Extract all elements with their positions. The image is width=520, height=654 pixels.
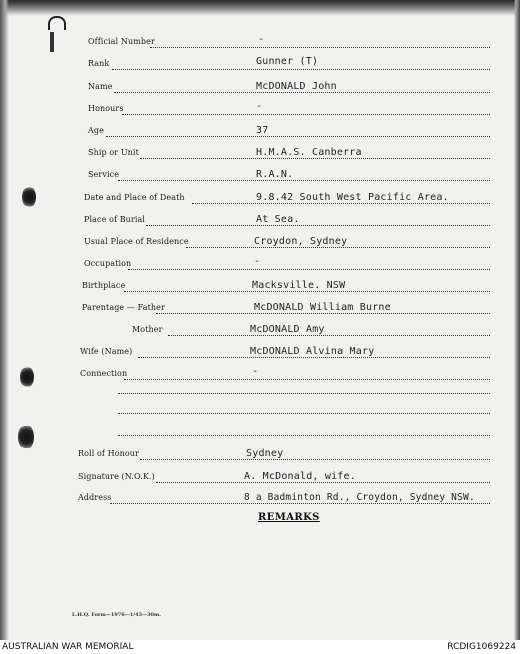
connection-continuation-rule: [118, 413, 490, 414]
field-value: At Sea.: [256, 214, 300, 225]
punch-hole-icon: [20, 366, 34, 388]
connection-continuation-rule: [118, 435, 490, 436]
field-rule: [186, 247, 490, 248]
field-rule: [140, 459, 490, 460]
field-label: Mother: [132, 325, 163, 334]
field-rule: [124, 379, 490, 380]
footer-record-id: RCDIG1069224: [447, 642, 516, 652]
field-value: -: [252, 366, 259, 377]
field-value: -: [256, 101, 263, 112]
field-label: Connection: [80, 369, 128, 378]
paper-clip-icon: [48, 16, 66, 30]
field-rule: [106, 136, 490, 137]
field-rule: [156, 313, 490, 314]
field-value: Macksville. NSW: [252, 280, 346, 291]
field-rule: [112, 69, 490, 70]
field-rule: [110, 503, 490, 504]
field-value: 37: [256, 125, 269, 136]
field-value: 9.8.42 South West Pacific Area.: [256, 192, 449, 203]
field-label: Date and Place of Death: [84, 193, 185, 202]
field-value: A. McDonald, wife.: [244, 471, 356, 482]
field-label: Official Number: [88, 37, 155, 46]
field-rule: [128, 269, 490, 270]
field-rule: [156, 482, 490, 483]
print-reference: L.H.Q. Form—1976—1/43—30m.: [72, 612, 162, 618]
field-label: Address: [78, 493, 112, 502]
remarks-heading: REMARKS: [258, 512, 320, 523]
scan-left-edge: [0, 0, 9, 640]
field-label: Service: [88, 170, 120, 179]
field-rule: [124, 291, 490, 292]
field-value: R.A.N.: [256, 169, 294, 180]
scan-right-edge: [514, 0, 520, 640]
field-label: Wife (Name): [80, 347, 133, 356]
field-rule: [140, 158, 490, 159]
field-label: Honours: [88, 104, 124, 113]
punch-hole-icon: [22, 186, 36, 208]
staple-mark-icon: [50, 32, 54, 52]
field-value: Croydon, Sydney: [254, 236, 348, 247]
field-value: McDONALD William Burne: [254, 302, 391, 313]
field-value: -: [254, 256, 261, 267]
field-label: Ship or Unit: [88, 148, 139, 157]
connection-continuation-rule: [118, 393, 490, 394]
field-label: Usual Place of Residence: [84, 237, 189, 246]
scan-top-edge: [0, 0, 520, 16]
field-label: Signature (N.O.K.): [78, 472, 155, 481]
field-value: H.M.A.S. Canberra: [256, 147, 362, 158]
field-label: Parentage — Father: [82, 303, 165, 312]
field-label: Name: [88, 82, 113, 91]
field-label: Place of Burial: [84, 215, 146, 224]
field-label: Roll of Honour: [78, 449, 139, 458]
field-rule: [114, 92, 490, 93]
field-rule: [122, 114, 490, 115]
field-rule: [118, 180, 490, 181]
field-value: Sydney: [246, 448, 284, 459]
footer-institution: AUSTRALIAN WAR MEMORIAL: [2, 642, 134, 652]
field-label: Rank: [88, 59, 110, 68]
field-rule: [138, 357, 490, 358]
field-value: 8 a Badminton Rd., Croydon, Sydney NSW.: [244, 492, 475, 503]
field-value: McDONALD John: [256, 81, 337, 92]
field-rule: [168, 335, 490, 336]
field-label: Age: [88, 126, 104, 135]
archive-footer: [0, 640, 520, 654]
field-value: -: [258, 34, 265, 45]
field-rule: [150, 47, 490, 48]
punch-hole-icon: [18, 424, 34, 450]
field-value: Gunner (T): [256, 56, 319, 67]
field-value: McDONALD Amy: [250, 324, 325, 335]
field-label: Birthplace: [82, 281, 126, 290]
field-rule: [146, 225, 490, 226]
field-rule: [192, 203, 490, 204]
field-label: Occupation: [84, 259, 132, 268]
field-value: McDONALD Alvina Mary: [250, 346, 375, 357]
